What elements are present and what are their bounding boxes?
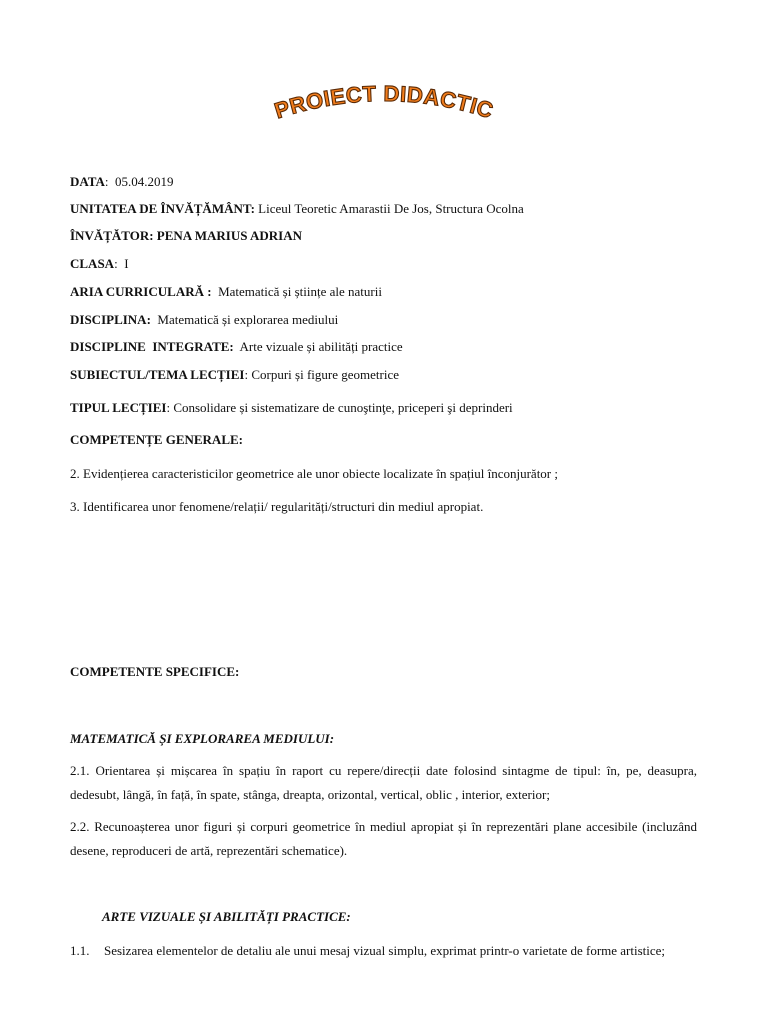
field-integrate-label: DISCIPLINE INTEGRATE: (70, 339, 234, 354)
field-disciplina-label: DISCIPLINA: (70, 312, 151, 327)
field-aria (70, 284, 698, 300)
field-data-label: DATA (70, 174, 105, 189)
heading-competente-specifice: COMPETENTE SPECIFICE: (70, 664, 240, 679)
field-clasa (70, 256, 698, 272)
field-clasa-label: CLASA (70, 256, 115, 271)
heading-matematica: MATEMATICĂ ȘI EXPLORAREA MEDIULUI: (70, 731, 335, 746)
field-tipul (70, 400, 698, 416)
field-data (70, 174, 698, 190)
field-aria-value: Matematică și științe ale naturii (211, 284, 382, 299)
field-tipul-label: TIPUL LECȚIEI (70, 400, 167, 415)
field-unitatea-label: UNITATEA DE ÎNVĂȚĂMÂNT: (70, 201, 255, 216)
competenta-specifica-2-1: 2.1. Orientarea și mișcarea în spațiu în raport cu repere/direcții date folosind sintagme de tipul: în, pe, deasupra, dedesubt, lângă, în față, în spate, stânga, dreapta, orizontal, vertical, oblic , interior, exterior; (70, 763, 697, 802)
field-disciplina-value: Matematică și explorarea mediului (150, 312, 339, 327)
heading-arte-vizuale: ARTE VIZUALE ȘI ABILITĂȚI PRACTICE: (102, 909, 351, 924)
field-unitatea-value: Liceul Teoretic Amarastii De Jos, Structura Ocolna (254, 201, 524, 216)
field-disciplina (70, 312, 698, 328)
field-invatator (70, 228, 698, 244)
competenta-specifica-2-2: 2.2. Recunoașterea unor figuri și corpuri geometrice în mediul apropiat și în reprezentări plane accesibile (incluzând desene, reproduceri de artă, reprezentări schematice). (70, 819, 697, 858)
field-unitatea (70, 201, 698, 217)
competenta-specifica-1-1 (70, 943, 698, 959)
competenta-specifica-1-1-number: 1.1. (70, 943, 90, 958)
competenta-generala-2: 2. Evidențierea caracteristicilor geometrice ale unor obiecte localizate în spațiul înconjurător ; (70, 466, 559, 481)
field-subiectul-value: : Corpuri și figure geometrice (244, 367, 399, 382)
field-tipul-value: : Consolidare și sistematizare de cunoştinţe, priceperi şi deprinderi (166, 400, 513, 415)
competenta-specifica-1-1-text: Sesizarea elementelor de detaliu ale unui mesaj vizual simplu, exprimat printr-o varietate de forme artistice; (104, 943, 666, 958)
svg-text:PROIECT DIDACTIC (271, 82, 496, 123)
field-clasa-sep: : (114, 256, 125, 271)
title-text: PROIECT DIDACTIC (271, 82, 497, 124)
field-aria-label: ARIA CURRICULARĂ : (70, 284, 212, 299)
document-title (0, 82, 768, 142)
field-clasa-value: I (124, 256, 129, 271)
competenta-generala-3: 3. Identificarea unor fenomene/relații/ regularități/structuri din mediul apropiat. (70, 499, 484, 514)
field-subiectul (70, 367, 698, 383)
field-data-value: 05.04.2019 (115, 174, 174, 189)
field-invatator-label: ÎNVĂȚĂTOR: PENA MARIUS ADRIAN (70, 228, 302, 243)
field-integrate (70, 339, 698, 355)
field-subiectul-label: SUBIECTUL/TEMA LECȚIEI (70, 367, 245, 382)
field-data-sep: : (104, 174, 116, 189)
field-integrate-value: Arte vizuale și abilități practice (233, 339, 403, 354)
title-wordart (254, 82, 514, 142)
heading-competente-generale: COMPETENȚE GENERALE: (70, 432, 243, 447)
